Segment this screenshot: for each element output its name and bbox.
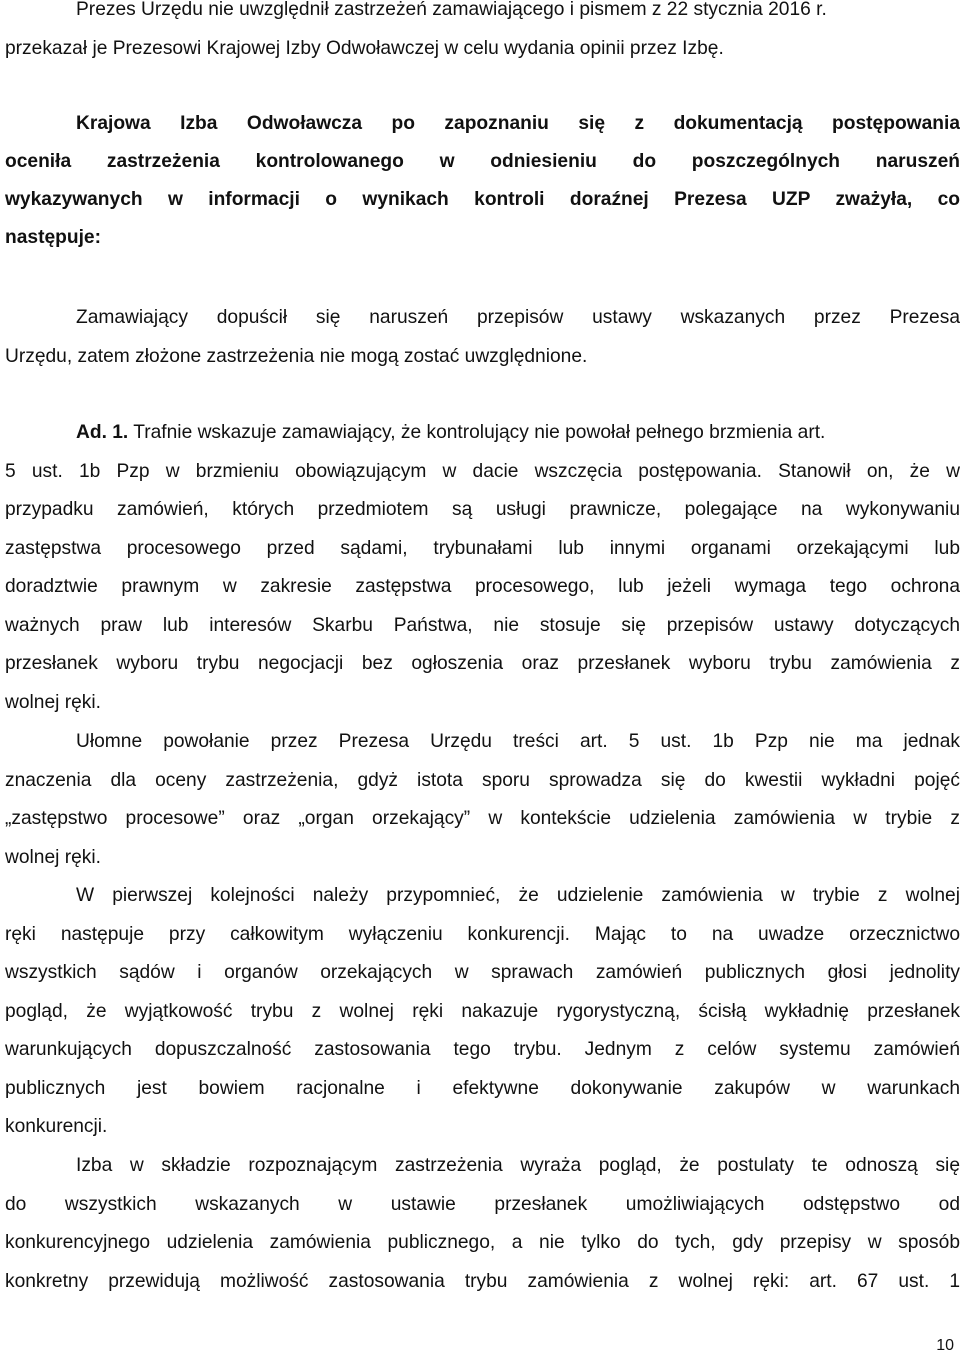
ad1-line: przypadku zamówień, których przedmiotem są usługi prawnicze, polegające na wykonywaniu	[5, 499, 960, 520]
kio-statement-line: wykazywanych w informacji o wynikach kontroli doraźnej Prezesa UZP zważyła, co	[5, 189, 960, 210]
page-number: 10	[936, 1337, 954, 1354]
pierwszej-paragraph	[5, 877, 960, 1147]
pierwszej-line: publicznych jest bowiem racjonalne i efektywne dokonywanie zakupów w warunkach	[5, 1077, 960, 1099]
ulomne-line: znaczenia dla oceny zastrzeżenia, gdyż istota sporu sprowadza się do kwestii wykładni pojęć	[5, 769, 960, 791]
intro-line-1: Prezes Urzędu nie uwzględnił zastrzeżeń zamawiającego i pismem z 22 stycznia 2016 r.	[76, 0, 827, 20]
izba-line: konkurencyjnego udzielenia zamówienia publicznego, a nie tylko do tych, gdy przepisy w sposób	[5, 1232, 960, 1253]
conclusion-line: Urzędu, zatem złożone zastrzeżenia nie mogą zostać uwzględnione.	[5, 345, 588, 367]
intro-paragraph	[5, 0, 960, 68]
pierwszej-line: pogląd, że wyjątkowość trybu z wolnej ręki nakazuje rygorystyczną, ścisłą wykładnię przesłanek	[5, 1000, 960, 1022]
ad1-paragraph	[5, 414, 960, 722]
pierwszej-line: warunkujących dopuszczalność zastosowania tego trybu. Jednym z celów systemu zamówień	[5, 1039, 960, 1060]
intro-line-2: przekazał je Prezesowi Krajowej Izby Odwoławczej w celu wydania opinii przez Izbę.	[5, 37, 724, 59]
conclusion-paragraph	[5, 299, 960, 376]
kio-statement-line: następuje:	[5, 227, 101, 248]
kio-statement-paragraph	[5, 105, 960, 257]
ad1-line: przesłanek wyboru trybu negocjacji bez ogłoszenia oraz przesłanek wyboru trybu zamówienia z	[5, 653, 960, 674]
ulomne-line: wolnej ręki.	[5, 846, 101, 868]
ad1-line: 5 ust. 1b Pzp w brzmieniu obowiązującym w dacie wszczęcia postępowania. Stanowił on, że w	[5, 460, 960, 482]
pierwszej-line: wszystkich sądów i organów orzekających w sprawach zamówień publicznych głosi jednolity	[5, 962, 960, 983]
ad1-first-line	[5, 414, 960, 453]
ad1-line: doradztwie prawnym w zakresie zastępstwa procesowego, lub jeżeli wymaga tego ochrona	[5, 576, 960, 597]
pierwszej-line: konkurencji.	[5, 1116, 108, 1137]
kio-statement-line: Krajowa Izba Odwoławcza po zapoznaniu się z dokumentacją postępowania	[76, 113, 960, 134]
ad1-label: Ad. 1.	[76, 422, 129, 443]
pierwszej-line: ręki następuje przy całkowitym wyłączeniu konkurencji. Mając to na uwadze orzecznictwo	[5, 923, 960, 945]
izba-paragraph	[5, 1147, 960, 1301]
izba-line: do wszystkich wskazanych w ustawie przesłanek umożliwiających odstępstwo od	[5, 1193, 960, 1215]
ulomne-paragraph	[5, 723, 960, 877]
ulomne-line: „zastępstwo procesowe” oraz „organ orzekający” w kontekście udzielenia zamówienia w trybie z	[5, 808, 960, 829]
ad1-line: ważnych praw lub interesów Skarbu Państwa, nie stosuje się przepisów ustawy dotyczących	[5, 614, 960, 636]
kio-statement-line: oceniła zastrzeżenia kontrolowanego w odniesieniu do poszczególnych naruszeń	[5, 151, 960, 172]
izba-line: Izba w składzie rozpoznającym zastrzeżenia wyraża pogląd, że postulaty te odnoszą się	[76, 1155, 960, 1176]
izba-line: konkretny przewidują możliwość zastosowania trybu zamówienia z wolnej ręki: art. 67 ust. 1	[5, 1270, 960, 1292]
ulomne-line: Ułomne powołanie przez Prezesa Urzędu treści art. 5 ust. 1b Pzp nie ma jednak	[76, 731, 960, 752]
ad1-line: wolnej ręki.	[5, 691, 101, 713]
pierwszej-line: W pierwszej kolejności należy przypomnieć, że udzielenie zamówienia w trybie z wolnej	[76, 885, 960, 906]
ad1-first-line-text: Trafnie wskazuje zamawiający, że kontrolujący nie powołał pełnego brzmienia art.	[128, 422, 826, 443]
conclusion-line: Zamawiający dopuścił się naruszeń przepisów ustawy wskazanych przez Prezesa	[76, 307, 960, 328]
ad1-line: zastępstwa procesowego przed sądami, trybunałami lub innymi organami orzekającymi lub	[5, 537, 960, 559]
